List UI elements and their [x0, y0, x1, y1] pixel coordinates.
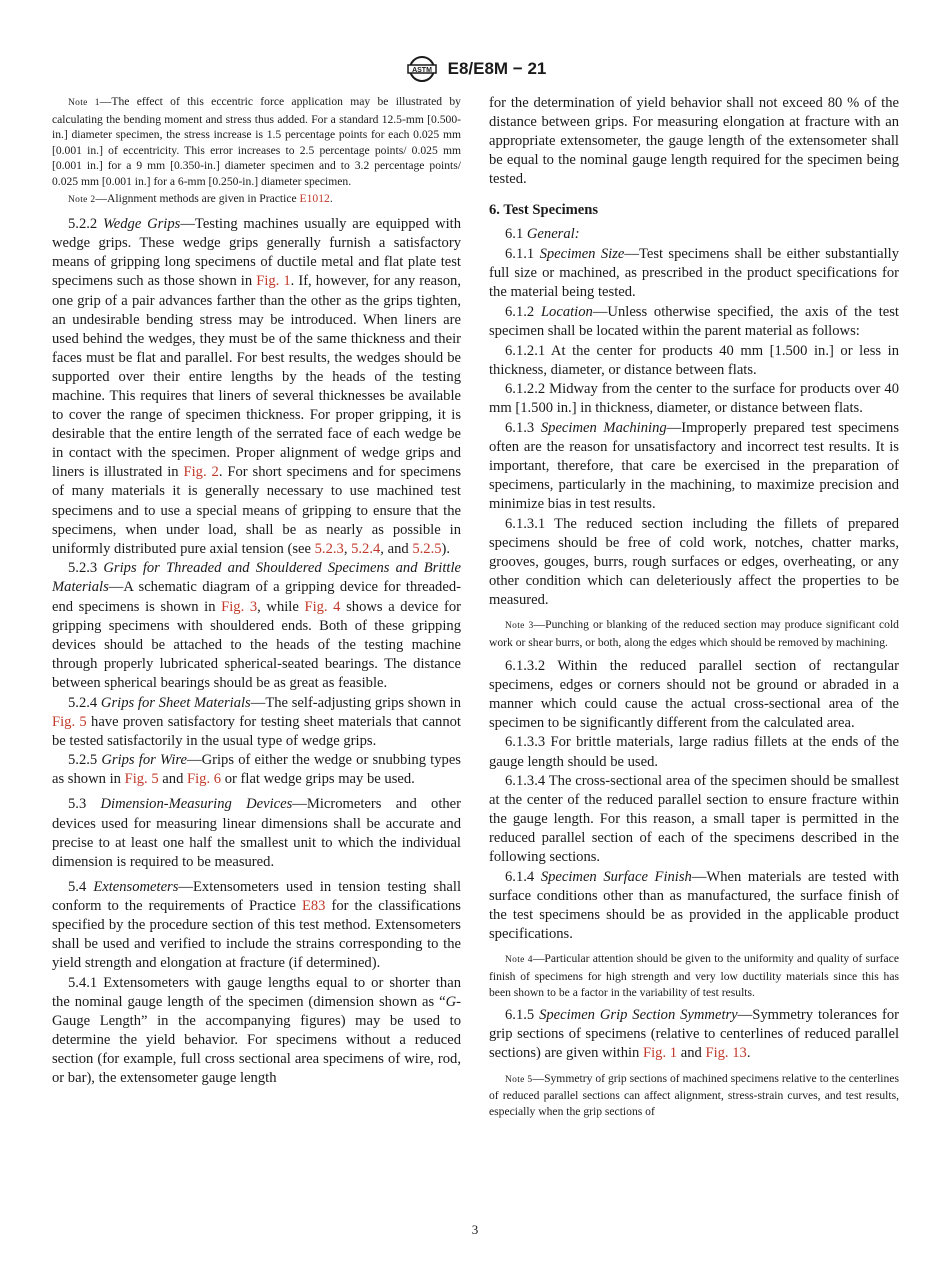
- paragraph-5-2-5: 5.2.5 Grips for Wire—Grips of either the wedge or snubbing types as shown in Fig. 5 and Fig. 6 or flat wedge grips may be used.: [52, 752, 461, 788]
- link-fig-13[interactable]: Fig. 13: [705, 1045, 747, 1062]
- section-heading-test-specimens: 6. Test Specimens: [489, 202, 599, 219]
- link-fig-2[interactable]: Fig. 2: [183, 464, 219, 481]
- note-5: Note 5—Symmetry of grip sections of machined specimens relative to the centerlines of reduced parallel sections can affect alignment, stress-strain curves, and test results, especially when the grip sections of: [489, 1071, 899, 1118]
- note-4: Note 4—Particular attention should be given to the uniformity and quality of surface finish of specimens for high strength and very low ductility materials since this has been shown to be a factor in the variability of test results.: [489, 952, 899, 999]
- link-5-2-4[interactable]: 5.2.4: [351, 540, 381, 557]
- paragraph-6-1-1: 6.1.1 Specimen Size—Test specimens shall be either substantially full size or machined, as prescribed in the product specifications for the material being tested.: [489, 246, 899, 301]
- right-column: [489, 94, 899, 1125]
- paragraph-6-1-4: 6.1.4 Specimen Surface Finish—When materials are tested with surface conditions other than as manufactured, the surface finish of the test specimens should be as provided in the applicable product specifications.: [489, 869, 899, 943]
- paragraph-5-2-4: 5.2.4 Grips for Sheet Materials—The self-adjusting grips shown in Fig. 5 have proven satisfactory for testing sheet materials that cannot be tested satisfactorily in the usual type of wedge grips.: [52, 694, 461, 749]
- paragraph-6-1-3-3: 6.1.3.3 For brittle materials, large radius fillets at the ends of the gauge length should be used.: [489, 734, 899, 770]
- note-3: Note 3—Punching or blanking of the reduced section may produce significant cold work or shear burrs, or both, along the edges which should be removed by machining.: [489, 618, 899, 649]
- paragraph-5-2-2: 5.2.2 Wedge Grips—Testing machines usually are equipped with wedge grips. These wedge grips generally furnish a satisfactory means of gripping long specimens of ductile metal and flat plate test specimens such as those shown in Fig. 1. If, however, for any reason, one grip of a pair advances farther than the other as the grips tighten, an undesirable bending stress may be introduced. When liners are used behind the wedges, they must be of the same thickness and their faces must be flat and parallel. For best results, the wedges should be supported over their entire lengths by the heads of the testing machine. This requires that liners of several thicknesses be available to cover the range of specimen thickness. For proper gripping, it is desirable that the entire length of the serrated face of each wedge be in contact with the specimen. Proper alignment of wedge grips and liners is illustrated in Fig. 2. For short specimens and for specimens of many materials it is generally necessary to use machined test specimens and to use a special means of gripping to ensure that the specimens, when under load, shall be as nearly as possible in uniformly distributed pure axial tension (see 5.2.3, 5.2.4, and 5.2.5).: [52, 216, 462, 557]
- link-fig-5[interactable]: Fig. 5: [52, 713, 87, 730]
- paragraph-5-2-3: 5.2.3 Grips for Threaded and Shouldered Specimens and Brittle Materials—A schematic diagram of a gripping device for threaded-end specimens is shown in Fig. 3, while Fig. 4 shows a device for gripping specimens with shouldered ends. Both of these gripping devices should be attached to the heads of the testing machine through properly lubricated spherical-seated bearings. The distance between spherical bearings should be as great as feasible.: [52, 560, 462, 691]
- paragraph-5-3: 5.3 Dimension-Measuring Devices—Micrometers and other devices used for measuring linear dimensions shall be accurate and precise to at least one half the smallest unit to which the individual dimension is required to be measured.: [52, 796, 462, 870]
- link-fig-6[interactable]: Fig. 6: [187, 771, 222, 788]
- paragraph-6-1-2: 6.1.2 Location—Unless otherwise specified, the axis of the test specimen shall be located within the parent material as follows:: [489, 303, 899, 339]
- link-fig-1[interactable]: Fig. 1: [256, 273, 291, 290]
- note-1: Note 1—The effect of this eccentric force application may be illustrated by calculating the bending moment and stress thus added. For a standard 12.5-mm [0.500-in.] diameter specimen, the stress increase is 1.5 percentage points for each 0.025 mm [0.001 in.] of eccentricity. This error increases to 2.5 percentage points/ 0.025 mm [0.001 in.] for a 9 mm [0.350-in.] diameter specimen and to 3.2 percentage points/ 0.025 mm [0.001 in.] for a 6-mm [0.250-in.] diameter specimen.: [52, 95, 461, 188]
- astm-logo-text: ASTM: [411, 66, 432, 74]
- paragraph-6-1: 6.1 General:: [505, 226, 580, 243]
- paragraph-6-1-2-1: 6.1.2.1 At the center for products 40 mm [1.500 in.] or less in thickness, diameter, or distance between flats.: [489, 342, 899, 378]
- link-5-2-3[interactable]: 5.2.3: [314, 540, 344, 557]
- note-2: Note 2—Alignment methods are given in Practice E1012.: [68, 191, 333, 205]
- paragraph-6-1-2-2: 6.1.2.2 Midway from the center to the surface for products over 40 mm [1.500 in.] in thickness, diameter, or distance between flats.: [489, 381, 899, 417]
- page-number: 3: [471, 1222, 479, 1237]
- paragraph-6-1-5: 6.1.5 Specimen Grip Section Symmetry—Symmetry tolerances for grip sections of specimens (relative to centerlines of reduced parallel sections) are given within Fig. 1 and Fig. 13.: [489, 1007, 899, 1062]
- paragraph-5-4-1-continued: for the determination of yield behavior shall not exceed 80 % of the distance between grips. For measuring elongation at fracture with an appropriate extensometer, the gauge length of the extensometer shall be equal to the nominal gauge length required for the specimen being tested.: [489, 95, 899, 188]
- standard-designation: E8/E8M − 21: [447, 59, 547, 78]
- astm-logo-icon: [404, 54, 440, 84]
- paragraph-6-1-3-2: 6.1.3.2 Within the reduced parallel section of rectangular specimens, edges or corners should not be ground or abraded in a manner which could cause the actual cross-sectional area of the specimen to be significantly different from the calculated area.: [489, 657, 899, 731]
- paragraph-5-4-1: 5.4.1 Extensometers with gauge lengths equal to or shorter than the nominal gauge length of the specimen (dimension shown as “G-Gauge Length” in the accompanying figures) may be used to determine the yield behavior. For specimens without a reduced section (for example, full cross sectional area specimens of wire, rod, or bar), the extensometer gauge length: [52, 974, 461, 1087]
- left-column: [52, 94, 461, 1089]
- link-5-2-5[interactable]: 5.2.5: [412, 540, 442, 557]
- paragraph-6-1-3: 6.1.3 Specimen Machining—Improperly prepared test specimens often are the reason for unsatisfactory and incorrect test results. It is important, therefore, that care be exercised in the preparation of specimens, particularly in the machining, to maximize precision and minimize bias in test results.: [489, 419, 899, 513]
- paragraph-5-4: 5.4 Extensometers—Extensometers used in tension testing shall conform to the requirements of Practice E83 for the classifications specified by the procedure section of this test method. Extensometers shall be used and verified to include the strains corresponding to the yield strength and elongation at fracture (if determined).: [52, 878, 461, 972]
- paragraph-6-1-3-1: 6.1.3.1 The reduced section including the fillets of prepared specimens should be free of cold work, notches, chatter marks, grooves, gouges, burrs, rough surfaces or edges, overheating, or any other condition which can deleteriously affect the properties to be measured.: [489, 515, 899, 609]
- link-e1012[interactable]: E1012: [299, 191, 330, 205]
- link-fig-4[interactable]: Fig. 4: [304, 598, 341, 615]
- link-fig-1-symmetry[interactable]: Fig. 1: [643, 1045, 678, 1062]
- paragraph-6-1-3-4: 6.1.3.4 The cross-sectional area of the specimen should be smallest at the center of the reduced parallel section to ensure fracture within the gauge length. For this reason, a small taper is permitted in the reduced parallel section of each of the specimens described in the following sections.: [489, 773, 899, 866]
- link-fig-3[interactable]: Fig. 3: [221, 598, 258, 615]
- link-fig-5-wire[interactable]: Fig. 5: [124, 771, 159, 788]
- link-e83[interactable]: E83: [301, 897, 326, 914]
- page-header: [0, 52, 950, 86]
